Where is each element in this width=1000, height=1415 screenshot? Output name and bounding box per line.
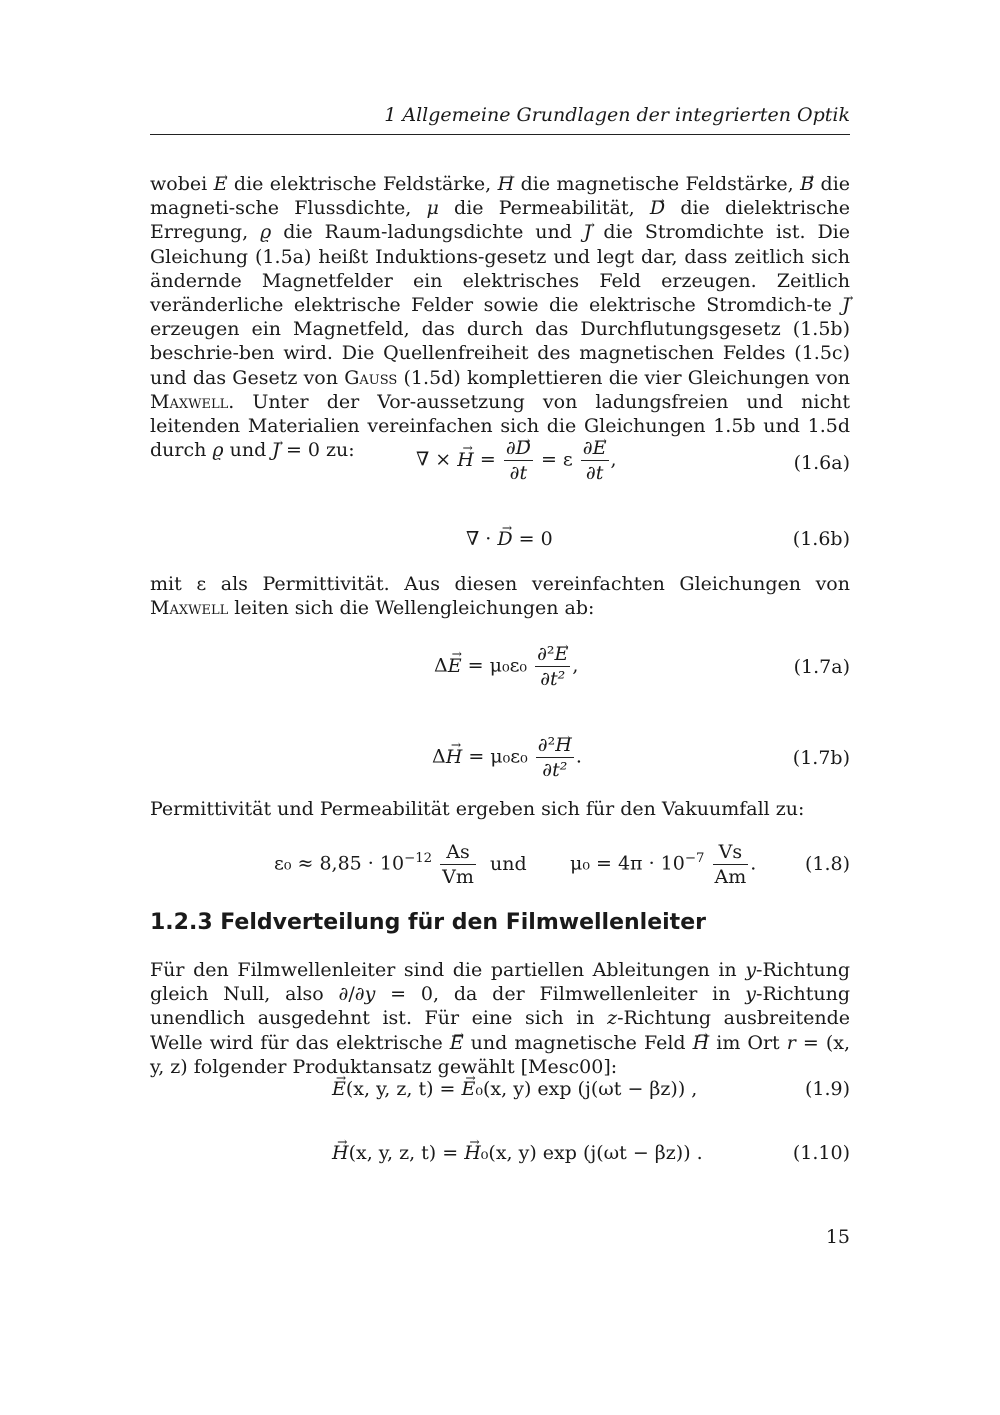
running-header [150,104,850,135]
equation-1-8: $\varepsilon_0 \approx 8,85 \cdot 10^{-12}$ $\frac{As}{Vm}$ und $\mu_0 = 4\pi \cdot 10^{-7}$ $\frac{Vs}{Am}$ . (1.8) [274,841,850,888]
equation-1-7a: Δ→ E = μ₀ε₀ $\frac{\text{∂²→ E}}{\text{∂t²}}$ , (1.7a) [150,642,850,698]
paragraph-maxwell-description: wobei → E die elektrische Feldstärke, → H die magnetische Feldstärke, → B die magneti-sche Flussdichte, μ die Permeabilität, → D die dielektrische Erregung, ϱ die Raum-ladungsdichte und → J die Stromdichte ist. Die Gleichung (1.5a) heißt Induktions-gesetz und legt dar, dass zeitlich sich ändernde Magnetfelder ein elektrisches Feld erzeugen. Zeitlich veränderliche elektrische Felder sowie die elektrische Stromdich-te → J erzeugen ein Magnetfeld, das durch das Durchflutungsgesetz (1.5b) beschrie-ben wird. Die Quellenfreiheit des magnetischen Feldes (1.5c) und das Gesetz von Gauss (1.5d) komplettieren die vier Gleichungen von Maxwell. Unter der Vor-aussetzung von ladungsfreien und nicht leitenden Materialien vereinfachen sich die Gleichungen 1.5b und 1.5d durch ϱ und → J = 0 zu: [150,172,850,462]
equation-1-10: → H(x, y, z, t) = → H₀(x, y) exp (j(ωt − βz)) . (1.10) [150,1142,850,1168]
equation-1-6b: ∇ · → D = 0 (1.6b) [150,528,850,554]
paragraph-permittivity: mit ε als Permittivität. Aus diesen vereinfachten Gleichungen von Maxwell leiten sich die Wellengleichungen ab: [150,573,850,620]
equation-number: (1.6b) [792,528,850,550]
equation-1-7b: Δ→ H = μ₀ε₀ $\frac{\text{∂²→ H}}{\text{∂t²}}$ . (1.7b) [150,733,850,789]
equation-number: (1.7b) [792,747,850,769]
equation-number: (1.10) [792,1142,850,1164]
equation-number: (1.6a) [793,452,850,474]
running-title: 1 Allgemeine Grundlagen der integrierten Optik [384,104,850,126]
page-number: 15 [825,1226,850,1248]
equation-1-6a: ∇ × → H = $\frac{\partial\to D}{\partial t}$ = ε $\frac{\partial\to E}{\partial t}$ , (1.6a) [150,436,850,492]
equation-number: (1.7a) [793,656,850,678]
section-heading: 1.2.3 Feldverteilung für den Filmwellenleiter [150,910,706,935]
equation-number: (1.8) [804,853,850,875]
equation-1-9: → E(x, y, z, t) = → E₀(x, y) exp (j(ωt − βz)) , (1.9) [150,1078,850,1104]
paragraph-vacuum: Permittivität und Permeabilität ergeben sich für den Vakuumfall zu: [150,798,805,820]
equation-number: (1.9) [804,1078,850,1100]
paragraph-film-waveguide: Für den Filmwellenleiter sind die partiellen Ableitungen in y-Richtung gleich Null, also ∂/∂y = 0, da der Filmwellenleiter in y-Richtung unendlich ausgedehnt ist. Für eine sich in z-Richtung ausbreitende Welle wird für das elektrische → E und magnetische Feld → H im Ort r = (x, y, z) folgender Produktansatz gewählt [Mesc00]: [150,958,850,1079]
